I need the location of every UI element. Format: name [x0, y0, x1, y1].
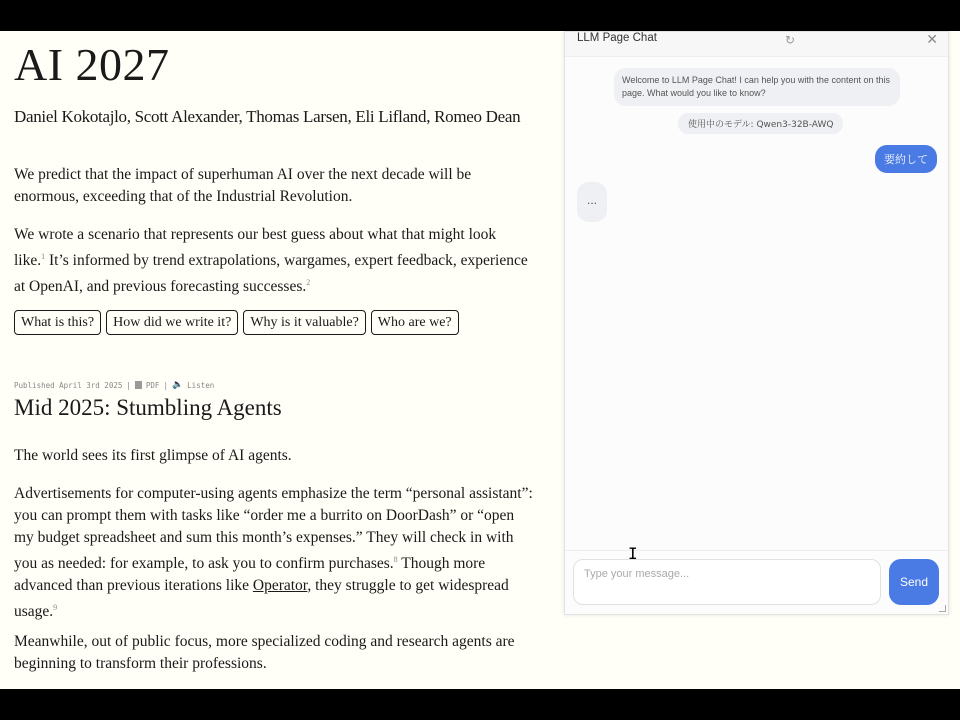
who-are-we-button[interactable]: Who are we?: [371, 310, 459, 335]
footnote-8[interactable]: 8: [393, 555, 398, 564]
section-paragraph-3: Meanwhile, out of public focus, more specialized coding and research agents are beginning to transform their professions.: [14, 633, 515, 672]
intro-paragraph-2-text-b: It’s informed by trend extrapolations, wargames, expert feedback, experience at OpenAI, and previous forecasting successes.: [14, 252, 528, 296]
chat-input-area: [565, 550, 948, 615]
page-viewport: [0, 31, 960, 689]
why-is-it-valuable-button[interactable]: Why is it valuable?: [243, 310, 365, 335]
operator-link[interactable]: Operator: [252, 577, 308, 595]
article: [14, 31, 544, 672]
chat-panel: [564, 31, 949, 615]
section-paragraph-2-text-a: Advertisements for computer-using agents emphasize the term “personal assistant”: you can prompt them with tasks like “order me a burrito on DoorDash” or “open my budget spreadsheet and sum this month’s expenses.” They will check in with you as needed: for example, to ask you to confirm purchases.: [14, 485, 533, 573]
text-cursor-icon: I: [628, 544, 638, 563]
refresh-icon[interactable]: ↻: [785, 33, 796, 47]
section-paragraph-1: The world sees its first glimpse of AI agents.: [14, 447, 292, 464]
what-is-this-button[interactable]: What is this?: [14, 310, 101, 335]
how-did-we-write-it-button[interactable]: How did we write it?: [106, 310, 238, 335]
pdf-link[interactable]: PDF: [145, 380, 160, 390]
model-badge: 使用中のモデル: Qwen3-32B-AWQ: [678, 113, 843, 134]
intro-buttons: [14, 310, 459, 335]
section-title: Mid 2025: Stumbling Agents: [14, 395, 282, 420]
listen-link[interactable]: Listen: [187, 380, 215, 390]
message-input[interactable]: [573, 559, 881, 605]
pdf-icon: [135, 381, 142, 389]
section-paragraph-2: [14, 483, 534, 623]
publish-meta: Published April 3rd 2025 | PDF | 🔈 Listen: [14, 380, 215, 390]
close-icon[interactable]: ✕: [926, 31, 938, 47]
page-title: AI 2027: [14, 39, 170, 90]
speaker-icon: 🔈: [171, 380, 184, 390]
send-button[interactable]: Send: [889, 559, 939, 605]
intro-paragraph-1: We predict that the impact of superhuman AI over the next decade will be enormous, exceeding that of the Industrial Revolution.: [14, 166, 472, 205]
published-date: Published April 3rd 2025: [14, 380, 123, 390]
resize-handle[interactable]: [939, 605, 946, 612]
section-paragraph-2-text-b: Though more advanced than previous iterations like: [14, 555, 486, 595]
user-message: 要約して: [875, 145, 937, 173]
intro-paragraph-2-text-a: We wrote a scenario that represents our best guess about what that might look like.: [14, 226, 497, 270]
intro-paragraph-2: [14, 224, 529, 298]
section-paragraph-2-text-c: , they struggle to get widespread usage.: [14, 577, 509, 621]
footnote-2[interactable]: 2: [306, 278, 311, 288]
authors: Daniel Kokotajlo, Scott Alexander, Thomas Larsen, Eli Lifland, Romeo Dean: [14, 107, 521, 126]
welcome-message: Welcome to LLM Page Chat! I can help you with the content on this page. What would you like to know?: [614, 68, 900, 106]
chat-header: [565, 32, 948, 57]
footnote-9[interactable]: 9: [53, 603, 58, 613]
chat-title: LLM Page Chat: [577, 32, 657, 44]
typing-indicator: ...: [577, 182, 607, 222]
footnote-1[interactable]: 1: [41, 252, 46, 261]
